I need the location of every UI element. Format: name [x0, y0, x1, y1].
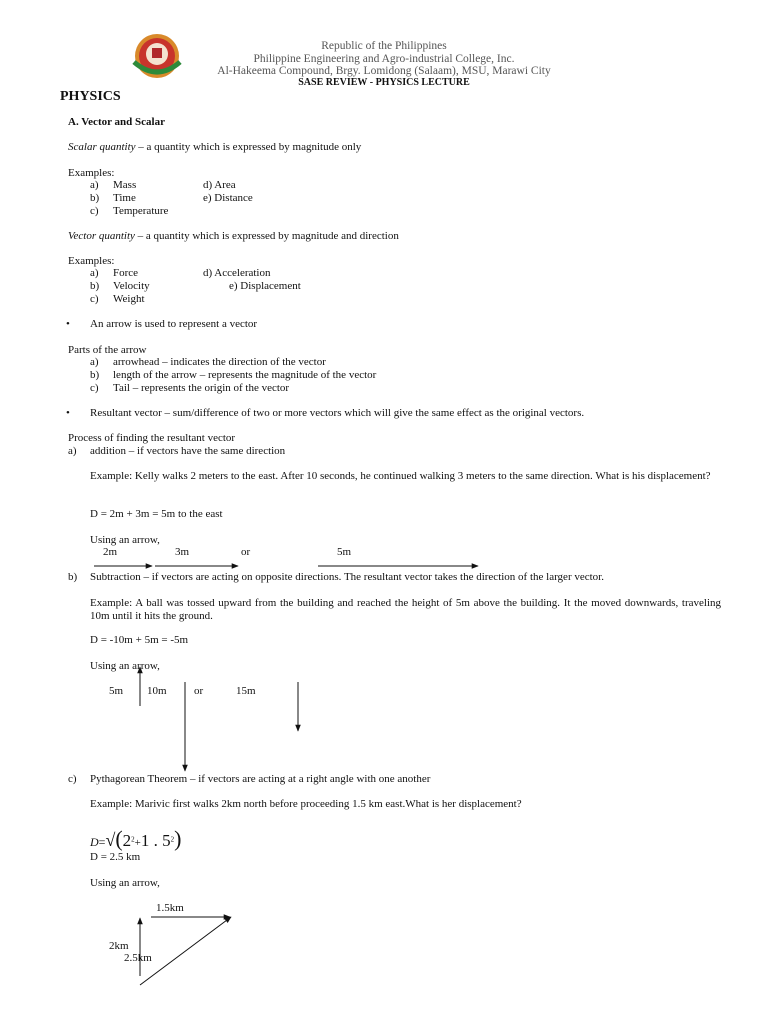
scalar-def: – a quantity which is expressed by magnitude only — [135, 141, 362, 153]
vector-term: Vector quantity — [68, 230, 135, 242]
addition-text: addition – if vectors have the same direction — [90, 445, 286, 457]
formula-equals: = — [98, 835, 106, 849]
list-item: Mass — [113, 179, 137, 191]
list-item: arrowhead – indicates the direction of the vector — [113, 356, 326, 368]
arrow-label-15m: 15m — [236, 685, 256, 697]
parts-label: Parts of the arrow — [68, 344, 147, 356]
list-item: Force — [113, 267, 139, 279]
list-item: Time — [113, 192, 136, 204]
list-marker: c) — [90, 382, 99, 394]
list-marker: c) — [90, 205, 99, 217]
pythagorean-text: Pythagorean Theorem – if vectors are acting at a right angle with one another — [90, 773, 431, 785]
formula-exp: 2 — [170, 835, 175, 844]
formula-d: D — [90, 835, 99, 849]
arrow-label-or: or — [241, 546, 251, 558]
formula-plus: + — [134, 837, 141, 849]
list-marker: b) — [90, 280, 100, 292]
bullet-text: Resultant vector – sum/difference of two or more vectors which will give the same effect as the original vectors. — [90, 407, 585, 419]
addition-equation: D = 2m + 3m = 5m to the east — [90, 508, 223, 520]
formula-a: 2 — [122, 831, 132, 850]
process-label: Process of finding the resultant vector — [68, 432, 236, 444]
arrow-label-5m: 5m — [337, 546, 352, 558]
formula-paren: ( — [115, 826, 123, 851]
list-marker: b) — [90, 192, 100, 204]
pythagorean-example: Example: Marivic first walks 2km north before proceeding 1.5 km east.What is her displacement? — [90, 798, 522, 810]
arrow-label-10m: 10m — [147, 685, 167, 697]
section-heading: A. Vector and Scalar — [68, 116, 165, 128]
examples-label: Examples: — [68, 167, 115, 179]
formula-b: 1 . 5 — [140, 831, 171, 850]
scalar-definition — [68, 141, 361, 154]
subtraction-example: Example: A ball was tossed upward from the building and reached the height of 5m above the building. It the moved downwards, traveling 10m until it hits the ground. — [90, 597, 721, 622]
arrow-label-2-5km: 2.5km — [124, 952, 152, 964]
list-item: Temperature — [113, 205, 169, 217]
arrow-label-or: or — [194, 685, 204, 697]
list-item: Tail – represents the origin of the vector — [113, 382, 290, 394]
list-marker: b) — [90, 369, 100, 381]
bullet-icon: • — [66, 318, 70, 330]
list-marker: b) — [68, 571, 78, 583]
subtraction-equation: D = -10m + 5m = -5m — [90, 634, 189, 646]
radical-icon: √ — [105, 830, 116, 850]
list-item: length of the arrow – represents the magnitude of the vector — [113, 369, 377, 381]
list-marker: a) — [90, 267, 99, 279]
vector-def: – a quantity which is expressed by magnitude and direction — [134, 230, 399, 242]
formula-exp: 2 — [131, 835, 135, 844]
header-line-4: SASE REVIEW - PHYSICS LECTURE — [298, 77, 470, 88]
list-marker: a) — [90, 356, 99, 368]
subtraction-text: Subtraction – if vectors are acting on opposite directions. The resultant vector takes the direction of the larger vector. — [90, 571, 604, 583]
vector-definition — [68, 230, 399, 243]
list-marker: a) — [68, 445, 77, 457]
addition-example: Example: Kelly walks 2 meters to the east. After 10 seconds, he continued walking 3 meters to the same direction. What is his displacement? — [90, 470, 711, 482]
list-item: d) Area — [203, 179, 236, 191]
arrow-label-5m: 5m — [109, 685, 124, 697]
list-marker: a) — [90, 179, 99, 191]
scalar-term: Scalar quantity — [68, 141, 136, 153]
list-item: e) Distance — [203, 192, 253, 204]
bullet-text: An arrow is used to represent a vector — [90, 318, 258, 330]
header-line-3: Al-Hakeema Compound, Brgy. Lomidong (Salaam), MSU, Marawi City — [217, 65, 551, 77]
header-line-2: Philippine Engineering and Agro-industrial College, Inc. — [253, 53, 515, 65]
bullet-icon: • — [66, 407, 70, 419]
pythagorean-arrows — [0, 0, 1, 1]
list-item: d) Acceleration — [203, 267, 271, 279]
arrow-label-2m: 2m — [103, 546, 118, 558]
list-marker: c) — [68, 773, 77, 785]
subtraction-using: Using an arrow, — [90, 660, 160, 672]
list-item: Velocity — [113, 280, 150, 292]
college-logo — [128, 32, 186, 80]
arrow-resultant-2-5km — [140, 917, 231, 985]
formula-paren: ) — [174, 826, 182, 851]
page-title: PHYSICS — [60, 89, 121, 104]
arrow-label-2km: 2km — [109, 940, 129, 952]
list-marker: c) — [90, 293, 99, 305]
addition-using: Using an arrow, — [90, 534, 160, 546]
arrow-label-1-5km: 1.5km — [156, 902, 184, 914]
list-item: e) Displacement — [229, 280, 301, 292]
list-item: Weight — [113, 293, 145, 305]
pythagorean-using: Using an arrow, — [90, 877, 160, 889]
header-line-1: Republic of the Philippines — [321, 40, 447, 52]
arrow-label-3m: 3m — [175, 546, 190, 558]
examples-label: Examples: — [68, 255, 115, 267]
pythagorean-formula — [90, 826, 181, 852]
pythagorean-result: D = 2.5 km — [90, 851, 141, 863]
